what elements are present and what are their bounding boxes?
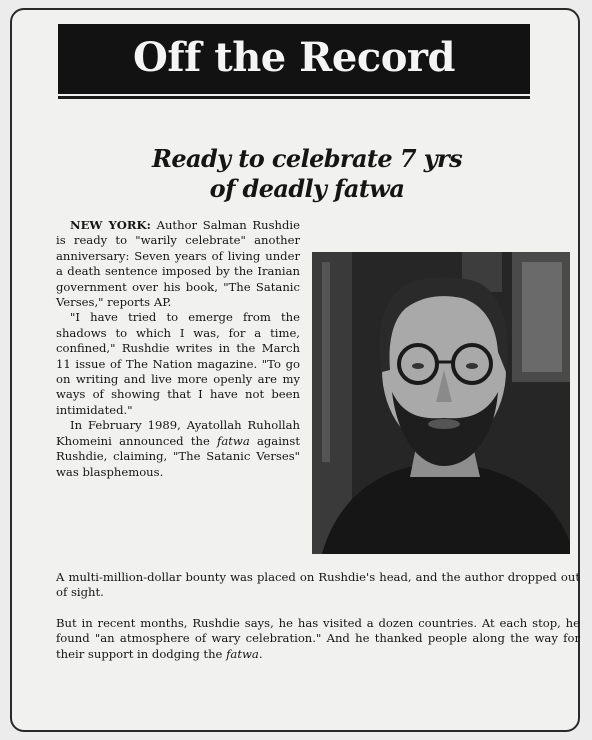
article-full-width-text [56, 570, 580, 662]
headline-line-1: Ready to celebrate 7 yrs [151, 144, 462, 173]
paragraph-3: In February 1989, Ayatollah Ruhollah Khomeini announced the fatwa against Rushdie, claiming, "The Satanic Verses" was blasphemous. [56, 418, 300, 479]
article-column [56, 218, 300, 480]
portrait-photo [312, 252, 570, 554]
article-headline [92, 144, 522, 204]
paragraph-3-continued: A multi-million-dollar bounty was placed on Rushdie's head, and the author dropped out of sight. [56, 570, 580, 600]
section-banner [58, 24, 530, 94]
newspaper-clipping [10, 8, 580, 732]
section-title: Off the Record [133, 33, 455, 81]
headline-line-2: of deadly fatwa [209, 174, 405, 203]
paragraph-4: But in recent months, Rushdie says, he has visited a dozen countries. At each stop, he found "an atmosphere of wary celebration." And he thanked people along the way for their support in dodging the fatwa. [56, 615, 580, 661]
dateline: NEW YORK: [70, 218, 151, 232]
banner-underline [58, 96, 530, 99]
paragraph-1 [56, 218, 300, 310]
paragraph-2: "I have tried to emerge from the shadows to which I was, for a time, confined," Rushdie writes in the March 11 issue of The Nation magazine. "To go on writing and live more openly are my ways of showing that I have not been intimidated." [56, 310, 300, 417]
paragraph-1-text: Author Salman Rushdie is ready to "warily celebrate" another anniversary: Seven years of living under a death sentence imposed by the Iranian government over his book, "The Satanic Verses," reports AP. [56, 218, 300, 310]
